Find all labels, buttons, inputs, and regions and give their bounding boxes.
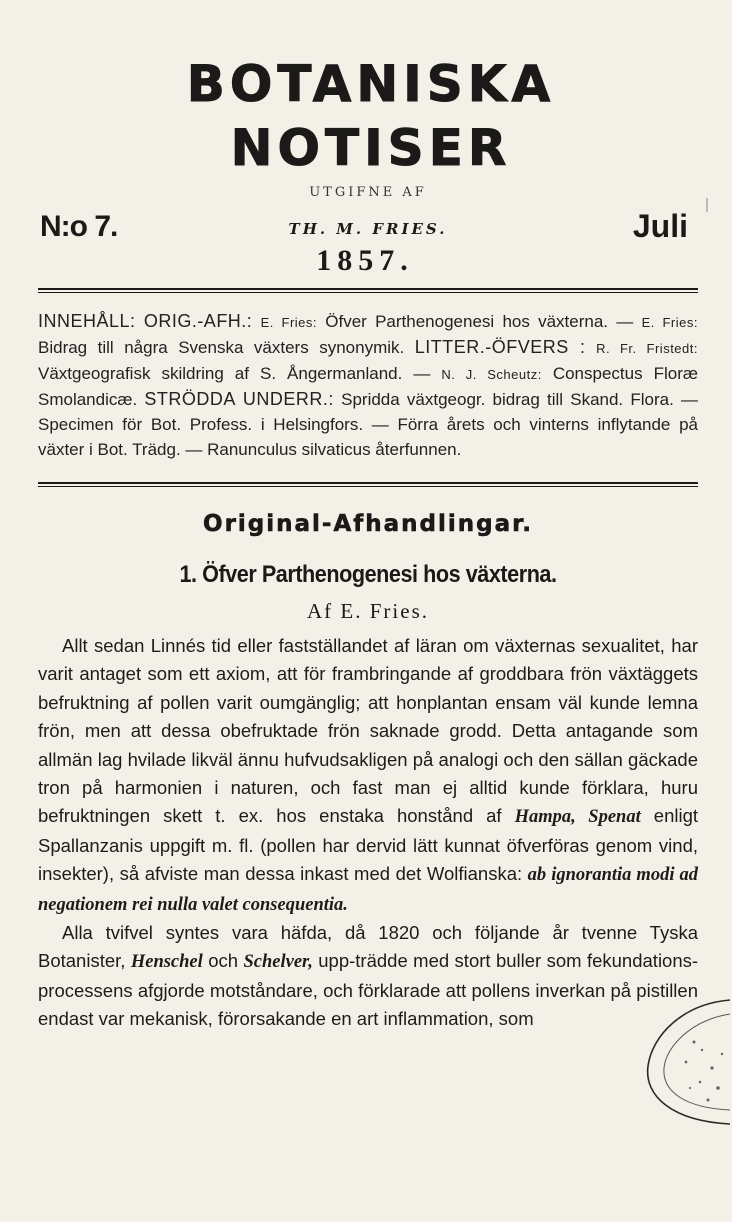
strodda-label: STRÖDDA UNDERR.: [144, 389, 334, 409]
text-run: och [208, 950, 239, 972]
italic-run: ab ignorantia modi ad negationem rei nulla valet consequentia. [38, 865, 698, 915]
contents-entry: Öfver Parthenogenesi hos växterna. [325, 312, 609, 331]
issue-row [38, 210, 698, 250]
issue-month: Juli [632, 208, 688, 244]
library-stamp-icon [642, 996, 732, 1126]
contents-entry: Conspectus Floræ Smolandicæ. [38, 364, 698, 409]
middle-rule [38, 482, 698, 487]
top-rule [38, 288, 698, 293]
text-run: Allt sedan Linnés tid eller fastställandet af läran om växternas sexualitet, har varit antaget som ett axiom, att för frambringande af groddbara frön växtäggets befruktning af pollen varit oumgänglig; att honplantan ensam väl kunde lemna frön, men att dessa obefruktade frön saknade grodd. Detta antagande som allmän lag hvilade likväl ännu hufvudsakligen på analogi och den sällan gäckade tron på harmonien i naturen, och fast man ej alltid kunde förklara, huru befruktningen skett t. ex. hos enstaka honstånd af [38, 635, 698, 827]
article-body [38, 632, 698, 1034]
issue-year: 1857. [316, 244, 414, 277]
contents-author: E. Fries: [641, 315, 698, 330]
italic-run: Henschel [130, 952, 203, 973]
paragraph [38, 919, 698, 1034]
article-byline: Af E. Fries. [307, 599, 429, 623]
editor-name: TH. M. FRIES. [288, 220, 448, 238]
text-run: upp-trädde med stort buller som fekundations-processens afgjorde motståndare, och förklarade att pollens inverkan på pistillen endast var mekanisk, förorsakande en art inflammation, som [38, 950, 699, 1030]
italic-run: Schelver, [243, 952, 313, 973]
masthead-title: BOTANISKA NOTISER [186, 55, 556, 177]
litter-label: LITTER.-ÖFVERS : [414, 337, 586, 357]
text-run: enligt Spallanzanis uppgift m. fl. (pollen har dervid lätt kunnat öfverföras genom vind, insekter), så afviste man dessa inkast med det Wolfianska: [38, 805, 699, 885]
scan-mark [706, 198, 708, 212]
text-run: Alla tvifvel syntes vara häfda, då 1820 och följande år tvenne Tyska Botanister, [38, 922, 698, 972]
document-page [38, 52, 698, 1034]
table-of-contents: INNEHÅLL: ORIG.-AFH.: E. Fries: Öfver Parthenogenesi hos växterna. — E. Fries: Bidrag till några Svenska växters synonymik. LITTER.-ÖFVERS : R. Fr. Fristedt: Växtgeografisk skildring af S. Ångermanland. — N. J. Scheutz: Conspectus Floræ Smolandicæ. STRÖDDA UNDERR.: Spridda växtgeogr. bidrag till Skand. Flora. — Specimen för Bot. Profess. i Helsingfors. — Förra årets och vinterns inflytande på växter i Bot. Trädg. — Ranunculus silvaticus återfunnen. [38, 311, 698, 459]
contents-entry: Växtgeografisk skildring af S. Ångermanland. [38, 364, 403, 383]
contents-entry: Bidrag till några Svenska växters synonymik. [38, 338, 405, 357]
contents-author: N. J. Scheutz: [441, 367, 542, 382]
section-heading: Original-Afhandlingar. [203, 511, 533, 537]
paragraph [38, 632, 698, 919]
contents-entry: Spridda växtgeogr. bidrag till Skand. Flora. — Specimen för Bot. Profess. i Helsingfors. — Förra årets och vinterns inflytande på växter i Bot. Trädg. — Ranunculus silvaticus återfunnen. [38, 390, 698, 459]
contents-author: R. Fr. Fristedt: [596, 341, 698, 356]
contents-author: E. Fries: [260, 315, 318, 330]
article-title: 1. Öfver Parthenogenesi hos växterna. [179, 561, 557, 588]
contents-label: INNEHÅLL: [38, 311, 136, 331]
orig-label: ORIG.-AFH.: [143, 311, 253, 331]
publisher-line: UTGIFNE AF [309, 185, 427, 200]
italic-run: Hampa, Spenat [514, 807, 641, 828]
issue-number: N:o 7. [40, 210, 118, 243]
